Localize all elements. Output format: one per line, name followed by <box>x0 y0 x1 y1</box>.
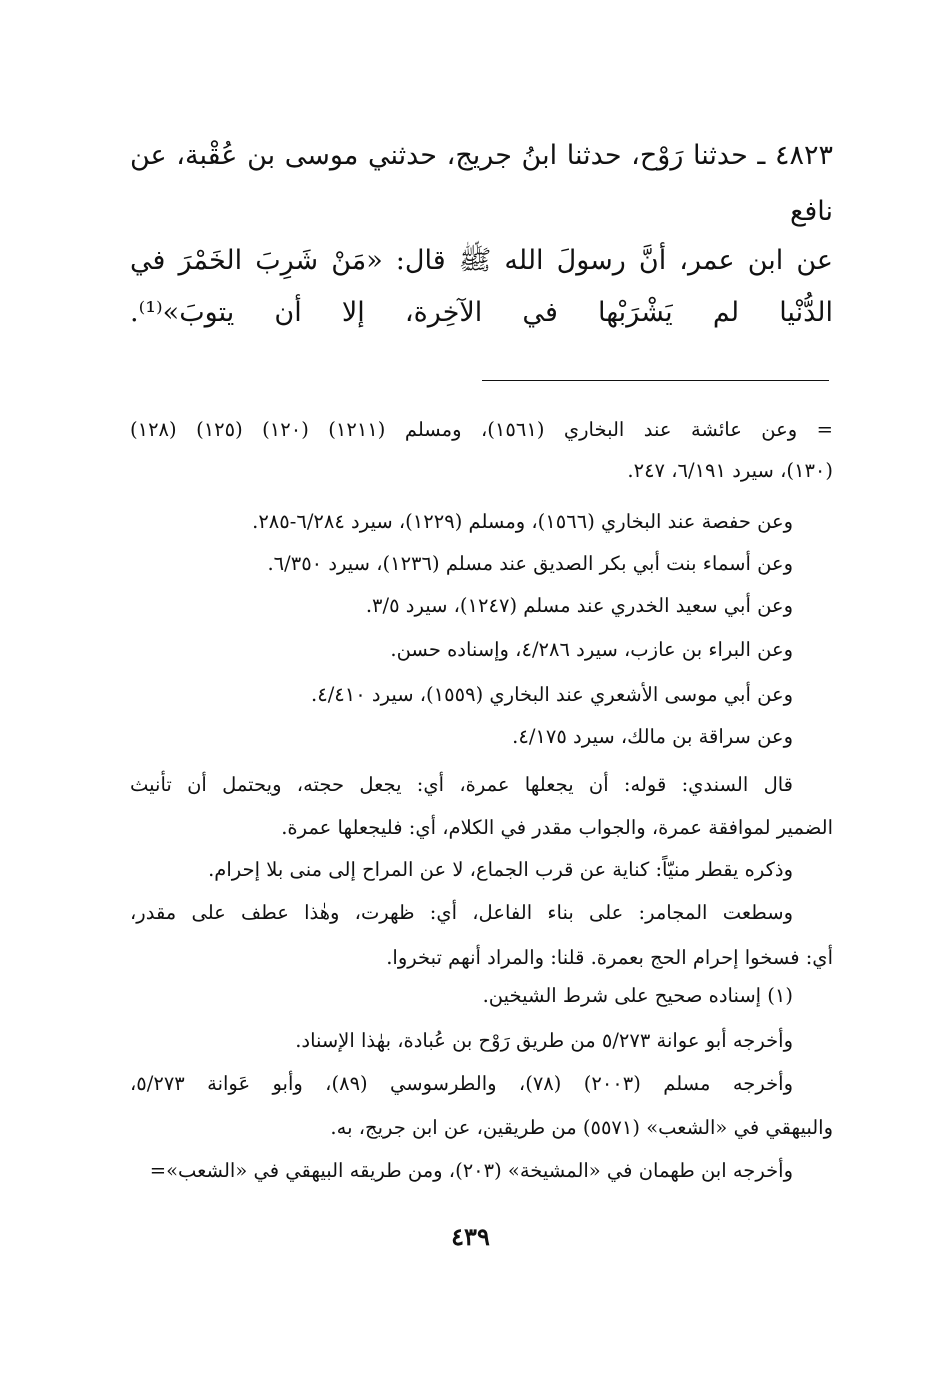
footnote-line: (١) إسناده صحيح على شرط الشيخين. <box>482 984 793 1007</box>
footnote-separator <box>482 380 829 381</box>
footnote-line: والبيهقي في «الشعب» (٥٥٧١) من طريقين، عن ابن جريج، به. <box>330 1116 833 1139</box>
footnote-line: وعن حفصة عند البخاري (١٥٦٦)، ومسلم (١٢٢٩)، سيرد ٦/٢٨٤-٢٨٥. <box>252 510 793 533</box>
footnote-line: وأخرجه أبو عوانة ٥/٢٧٣ من طريق رَوْح بن عُبادة، بهٰذا الإسناد. <box>295 1029 793 1052</box>
footnote-line: وسطعت المجامر: على بناء الفاعل، أي: ظهرت، وهٰذا عطف على مقدر، <box>130 901 793 924</box>
footnote-line: الضمير لموافقة عمرة، والجواب مقدر في الكلام، أي: فليجعلها عمرة. <box>281 816 833 839</box>
hadith-line-2: نافع <box>789 196 833 227</box>
footnote-line: وعن أبي سعيد الخدري عند مسلم (١٢٤٧)، سيرد ٣/٥. <box>365 594 793 617</box>
footnote-line: وأخرجه مسلم (٢٠٠٣) (٧٨)، والطرسوسي (٨٩)، وأبو عَوانة ٥/٢٧٣، <box>130 1072 794 1095</box>
footnote-line: وعن أسماء بنت أبي بكر الصديق عند مسلم (١٢٣٦)، سيرد ٦/٣٥٠. <box>267 552 793 575</box>
page-number: ٤٣٩ <box>451 1222 490 1251</box>
footnote-line: (١٣٠)، سيرد ٦/١٩١، ٢٤٧. <box>627 459 833 482</box>
footnote-line: وذكره يقطر منيّاً: كناية عن قرب الجماع، لا عن المراح إلى منى بلا إحرام. <box>208 858 793 881</box>
footnote-line: قال السندي: قوله: أن يجعلها عمرة، أي: يجعل حجته، ويحتمل أن تأنيث <box>130 773 793 796</box>
footnote-line: وعن أبي موسى الأشعري عند البخاري (١٥٥٩)، سيرد ٤/٤١٠. <box>311 683 793 706</box>
hadith-line-1: ٤٨٢٣ ـ حدثنا رَوْح، حدثنا ابنُ جريج، حدثني موسى بن عُقْبة، عن <box>130 140 833 171</box>
hadith-line-3: عن ابن عمر، أنَّ رسولَ الله ﷺ قال: «مَنْ شَرِبَ الخَمْرَ في <box>130 245 833 276</box>
footnote-line: = وعن عائشة عند البخاري (١٥٦١)، ومسلم (١٢١١) (١٢٠) (١٢٥) (١٢٨) <box>130 418 833 441</box>
hadith-line-4: الدُّنْيا لم يَشْرَبْها في الآخِرة، إلا أن يتوبَ»⁽¹⁾. <box>130 297 833 328</box>
footnote-line: وعن سراقة بن مالك، سيرد ٤/١٧٥. <box>512 725 793 748</box>
footnote-line: وعن البراء بن عازب، سيرد ٤/٢٨٦، وإسناده حسن. <box>390 638 793 661</box>
footnote-line: أي: فسخوا إحرام الحج بعمرة. قلنا: والمراد أنهم تبخروا. <box>386 946 833 969</box>
footnote-line: وأخرجه ابن طهمان في «المشيخة» (٢٠٣)، ومن طريقه البيهقي في «الشعب»= <box>149 1159 793 1182</box>
